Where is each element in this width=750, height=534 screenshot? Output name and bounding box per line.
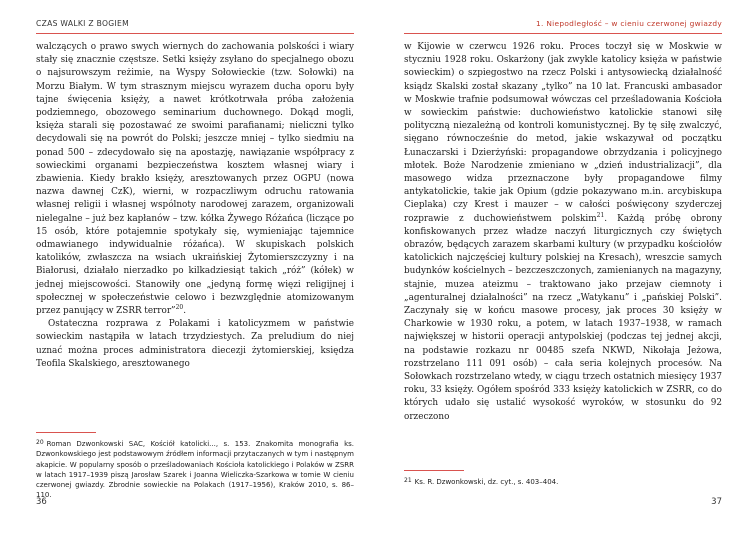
running-header: [36, 19, 354, 31]
footnote-rule: [36, 432, 96, 433]
right-page: [404, 0, 722, 534]
footnote-reference: 20: [175, 304, 184, 312]
footnote-number: 21: [404, 477, 412, 484]
running-head-book-title: CZAS WALKI Z BOGIEM: [36, 19, 129, 28]
page-number: 37: [711, 497, 722, 507]
footnote-text: Ks. R. Dzwonkowski, dz. cyt., s. 403–404.: [414, 478, 559, 486]
left-body-text: [36, 41, 354, 371]
footnote: [36, 438, 354, 501]
paragraph: walczących o prawo swych wiernych do zachowania polskości i wiary stały się znacznie częstsze. Setki księży zsyłano do specjalnego obozu o najsurowszym reżimie, na Wyspy Sołowieckie (tzw. Sołowki) na Morzu Białym. W tym strasznym miejscu wyrazem ducha oporu były tajne święcenia księży, a nawet krótkotrwała próba założenia podziemnego, obozowego seminarium duchownego. Dokąd mogli, księża starali się pozostawać ze swoimi parafianami; nieliczni tylko decydowali się na powrót do Polski; jeszcze mniej – tylko siedmiu na ponad 500 – zdecydowało się na apostazję, nawiązanie współpracy z sowieckimi organami bezpieczeństwa kosztem własnej wiary i zbawienia. Kiedy brakło księży, aresztowanych przez OGPU (nowa nazwa dawnej CzK), wierni, w rozpaczliwym odruchu ratowania własnej religii i własnej wspólnoty narodowej zarazem, organizowali nielegalne – już bez kapłanów – tzw. kółka Żywego Różańca (liczące po 15 osób, które potajemnie spotykały się, wymieniając tajemnice odmawianego indywidualnie różańca). W skupiskach polskich katolików, zwłaszcza na wsiach ukraińskiej Żytomierszczyzny i na Białorusi, działało nierzadko po kilkadziesiąt takich „róż” (kółek) w jednej miejscowości. Stanowiły one „jedyną formę więzi religijnej i społecznej w społeczeństwie celowo i bezwzględnie atomizowanym przez panujący w ZSRR terror”$^{20}$.: [36, 42, 354, 317]
footnote-reference: 21: [596, 211, 605, 219]
running-header: [404, 19, 722, 31]
header-rule: [404, 33, 722, 34]
footnote-text: Roman Dzwonkowski SAC, Kościół katolicki..., s. 153. Znakomita monografia ks. Dzwonkowskiego jest podstawowym źródłem informacji przytaczanych w tym i następnym akapicie. W popularny sposób o prześladowaniach Kościoła katolickiego i Polaków w ZSRR w latach 1917–1939 piszą Jarosław Szarek i Joanna Wieliczka-Szarkowa w tomie W cieniu czerwonej gwiazdy. Zbrodnie sowieckie na Polakach (1917–1956), Kraków 2010, s. 86–110.: [36, 440, 354, 500]
header-rule: [36, 33, 354, 34]
running-head-chapter-title: 1. Niepodległość – w cieniu czerwonej gwiazdy: [536, 19, 722, 28]
footnote: [404, 476, 722, 487]
right-body-text: [404, 41, 722, 424]
footnotes: [404, 476, 722, 487]
paragraph: w Kijowie w czerwcu 1926 roku. Proces toczył się w Moskwie w styczniu 1928 roku. Oskarżony (jak zwykle katolicy księża w państwie sowieckim) o szpiegostwo na rzecz Polski i antysowiecką działalność ksiądz Skalski został skazany „tylko” na 10 lat. Francuski ambasador w Moskwie trafnie podsumował wówczas cel prześladowania Kościoła w sowieckim państwie: duchowieństwo katolickie stanowi siłę polityczną niezależną od kontroli komunistycznej. By tę siłę zwalczyć, sięgano równocześnie do metod, jakie wskazywał od początku Łunaczarski i Dzierżyński: propagandowe obrzydzania i policyjnego młotek. Boże Narodzenie zmieniano w „dzień industrializacji”, dla masowego widza przeznaczone były propagandowe filmy antykatolickie, takie jak Opium (gdzie pokazywano m.in. arcybiskupa Cieplaka) czy Krest i mauzer – w całości poświęcony szyderczej rozprawie z duchowieństwem polskim$^{21}$. Każdą próbę obrony konfiskowanych przez władze naczyń liturgicznych czy świętych obrazów, będących zarazem skarbami kultury (w przypadku kościołów katolickich najczęściej kultury polskiej na Kresach), wreszcie samych budynków kościelnych – bezczeszczonych, zamienianych na magazyny, stajnie, muzea ateizmu – traktowano jako przejaw ciemnoty i „agenturalnej działalności” na rzecz „Watykanu” i „pańskiej Polski”. Zaczynały się w końcu masowe procesy, jak proces 30 księży w Charkowie w 1930 roku, a potem, w latach 1937–1938, w ramach największej w historii operacji antypolskiej (podczas tej jednej akcji, na podstawie rozkazu nr 00485 szefa NKWD, Nikołaja Jeżowa, rozstrzelano 111 091 osób) – cała seria kolejnych procesów. Na Sołowkach rozstrzelano wtedy, w ciągu trzech ostatnich miesięcy 1937 roku, 33 księży. Ogółem spośród 333 księży katolickich w ZSRR, co do których udało się ustalić wysokość wyroków, w stosunku do 92 orzeczono: [404, 42, 722, 422]
paragraph: Ostateczna rozprawa z Polakami i katolicyzmem w państwie sowieckim nastąpiła w latach trzydziestych. Za preludium do niej uznać można proces administratora diecezji żytomierskiej, księdza Teofila Skalskiego, aresztowanego: [36, 319, 354, 369]
footnote-number: 20: [36, 439, 44, 446]
footnotes: [36, 438, 354, 501]
footnote-rule: [404, 470, 464, 471]
left-page: [36, 0, 354, 534]
page-number: 36: [36, 497, 47, 507]
